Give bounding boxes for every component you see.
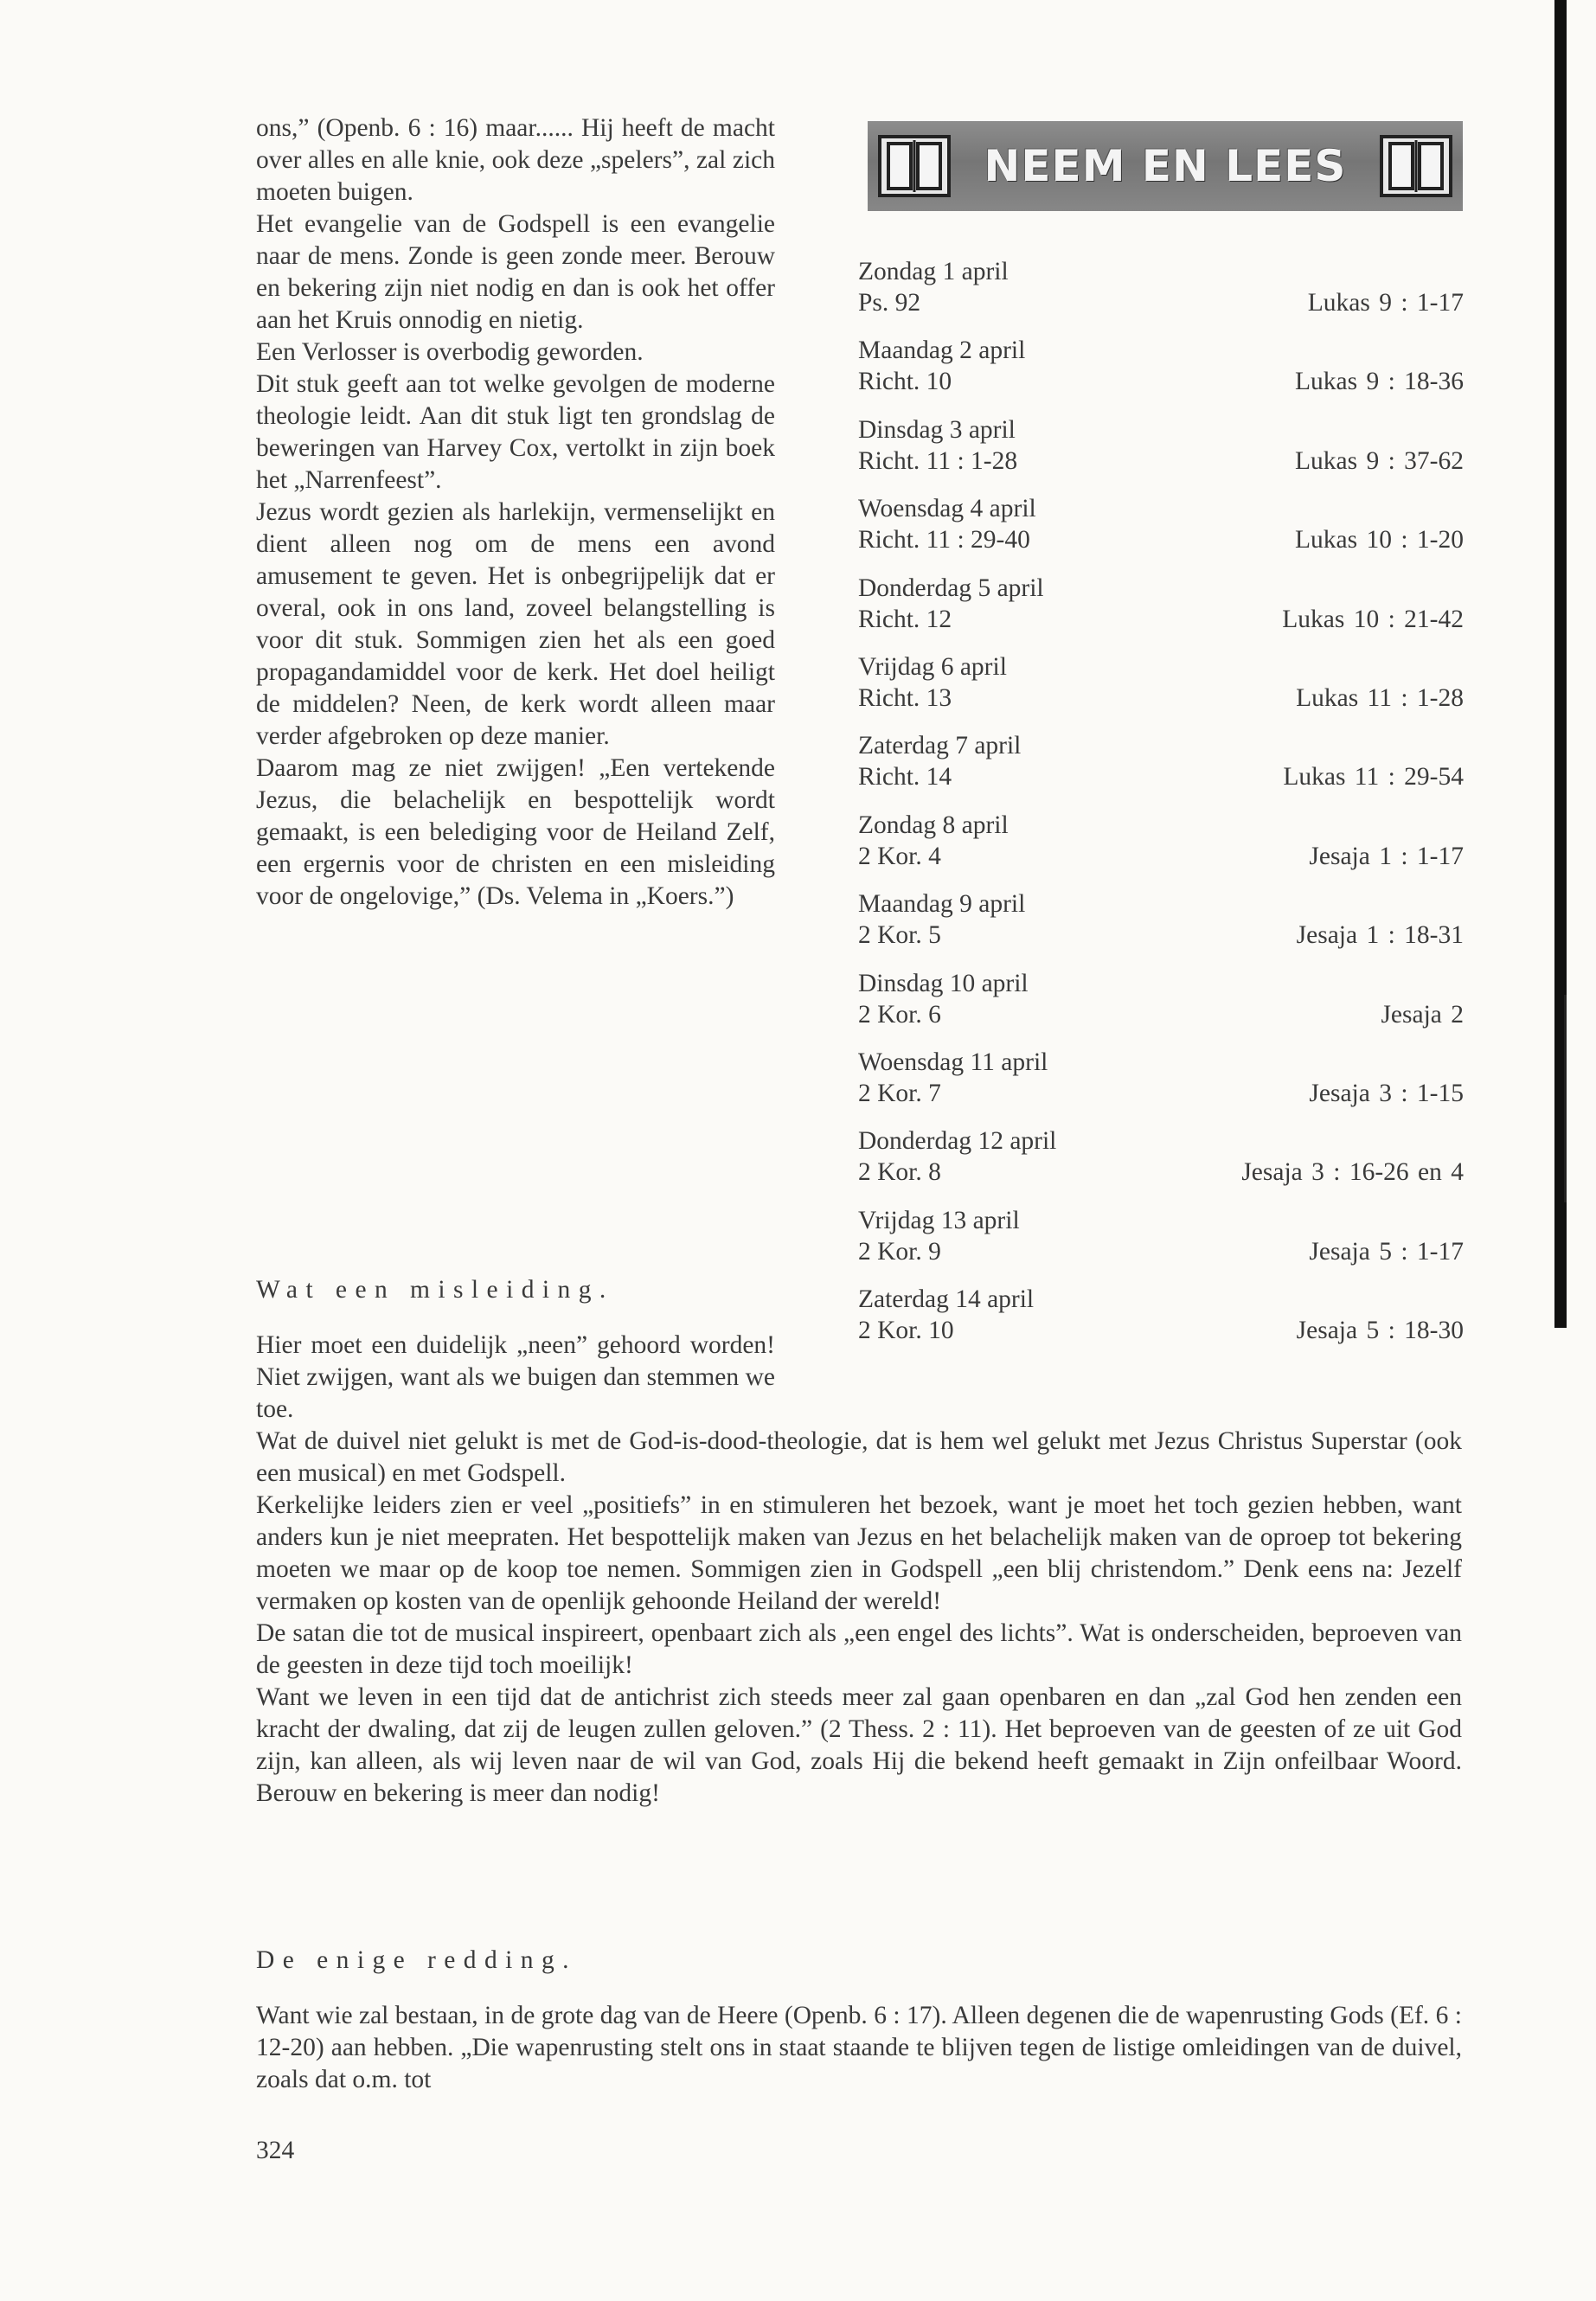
reading-day: Zaterdag 7 april <box>858 732 1022 760</box>
list-item <box>858 888 1464 967</box>
reading-nt: Lukas 11 : 1-28 <box>1296 683 1464 712</box>
paragraph: Want we leven in een tijd dat de antichrist zich steeds meer zal gaan openbaren en dan „zal God hen zenden een kracht der dwaling, dat zij de leugen zullen geloven.” (2 Thess. 2 : 11). Het beproeven van de geesten of ze uit God zijn, kan alleen, als wij leven naar de wil van God, zoals Hij die bekend heeft gemaakt in Zijn onfeilbaar Woord. Berouw en bekering is meer dan nodig! <box>256 1683 1462 1807</box>
reading-day: Donderdag 5 april <box>858 574 1044 602</box>
reading-ot: 2 Kor. 7 <box>858 1079 941 1107</box>
list-item <box>858 810 1464 888</box>
list-item <box>858 1125 1464 1204</box>
list-item <box>858 1047 1464 1125</box>
banner-title: NEEM EN LEES <box>984 141 1347 191</box>
reading-nt: Lukas 9 : 1-17 <box>1307 289 1464 317</box>
reading-nt: Jesaja 1 : 1-17 <box>1309 842 1464 870</box>
reading-day: Maandag 2 april <box>858 336 1026 365</box>
reading-nt: Lukas 10 : 1-20 <box>1295 526 1464 554</box>
reading-nt: Lukas 11 : 29-54 <box>1283 763 1464 792</box>
reading-day: Maandag 9 april <box>858 890 1026 919</box>
list-item <box>858 1284 1464 1362</box>
reading-ot: Richt. 11 : 29-40 <box>858 526 1030 554</box>
paragraph: Daarom mag ze niet zwijgen! „Een vertekende Jezus, die belachelijk en bespottelijk wordt gemaakt, is een belediging voor de Heiland Zelf, een ergernis voor de christen en een misleiding voor de ongelovige,” (Ds. Velema in „Koers.”) <box>256 754 775 910</box>
reading-nt: Lukas 10 : 21-42 <box>1282 605 1464 633</box>
list-item <box>858 1205 1464 1284</box>
page-number: 324 <box>256 2137 295 2164</box>
reading-ot: Richt. 11 : 1-28 <box>858 446 1018 475</box>
reading-nt: Jesaja 3 : 16-26 en 4 <box>1241 1158 1464 1187</box>
reading-nt: Jesaja 1 : 18-31 <box>1296 921 1464 950</box>
list-item <box>858 414 1464 493</box>
list-item <box>858 335 1464 413</box>
reading-ot: Richt. 14 <box>858 763 952 792</box>
paragraph: Hier moet een duidelijk „neen” gehoord worden! Niet zwijgen, want als we buigen dan stemmen we toe. <box>256 1331 775 1423</box>
list-item <box>858 573 1464 651</box>
full-width-text <box>256 1426 1462 1810</box>
paragraph: Jezus wordt gezien als harlekijn, vermenselijkt en dient alleen nog om de mens een avond amusement te geven. Het is onbegrijpelijk dat er overal, ook in ons land, zoveel belangstelling is voor dit stuk. Sommigen zien het als een goed propagandamiddel voor de kerk. Het doel heiligt de middelen? Neen, de kerk wordt alleen maar verder afgebroken op deze manier. <box>256 498 775 750</box>
list-item <box>858 968 1464 1047</box>
reading-day: Zaterdag 14 april <box>858 1285 1035 1314</box>
reading-day: Donderdag 12 april <box>858 1127 1057 1156</box>
page-edge-line <box>1564 995 1567 1202</box>
reading-day: Zondag 1 april <box>858 258 1009 285</box>
reading-day: Zondag 8 april <box>858 811 1009 839</box>
open-book-icon <box>878 135 951 197</box>
reading-day: Vrijdag 6 april <box>858 652 1007 681</box>
paragraph: Wat de duivel niet gelukt is met de God-is-dood-theologie, dat is hem wel gelukt met Jezus Christus Superstar (ook een musical) en met Godspell. <box>256 1427 1462 1487</box>
paragraph: De satan die tot de musical inspireert, openbaart zich als „een engel des lichts”. Wat is onderscheiden, beproeven van de geesten in deze tijd toch moeilijk! <box>256 1619 1462 1679</box>
list-item <box>858 493 1464 572</box>
reading-day: Woensdag 11 april <box>858 1048 1048 1076</box>
reading-ot: 2 Kor. 9 <box>858 1237 941 1266</box>
reading-day: Dinsdag 3 april <box>858 415 1016 444</box>
section-heading-misleiding: Wat een misleiding. <box>256 1276 614 1304</box>
paragraph: Kerkelijke leiders zien er veel „positiefs” in en stimuleren het bezoek, want je moet het toch gezien hebben, want anders kun je niet meepraten. Het bespottelijk maken van Jezus en het belachelijk maken van de oproep tot bekering moeten we maar op de koop toe nemen. Sommigen zien in Godspell „een blij christendom.” Denk eens na: Jezelf vermaken op kosten van de openlijk gehoonde Heiland der wereld! <box>256 1491 1462 1615</box>
reading-ot: 2 Kor. 8 <box>858 1158 941 1187</box>
reading-ot: 2 Kor. 4 <box>858 842 941 870</box>
neem-en-lees-banner <box>868 121 1463 211</box>
reading-nt: Jesaja 3 : 1-15 <box>1309 1079 1464 1107</box>
reading-nt: Jesaja 2 <box>1381 1000 1464 1029</box>
list-item <box>858 651 1464 730</box>
reading-schedule <box>858 256 1464 1362</box>
reading-day: Dinsdag 10 april <box>858 969 1029 997</box>
left-column <box>256 112 775 913</box>
reading-ot: Richt. 10 <box>858 368 952 396</box>
reading-nt: Jesaja 5 : 18-30 <box>1296 1317 1464 1345</box>
list-item <box>858 256 1464 335</box>
reading-ot: 2 Kor. 6 <box>858 1000 941 1029</box>
paragraph: Dit stuk geeft aan tot welke gevolgen de moderne theologie leidt. Aan dit stuk ligt ten grondslag de beweringen van Harvey Cox, vertolkt in zijn boek het „Narrenfeest”. <box>256 370 775 494</box>
paragraph: ons,” (Openb. 6 : 16) maar...... Hij heeft de macht over alles en alle knie, ook deze „spelers”, zal zich moeten buigen. <box>256 114 775 206</box>
reading-ot: 2 Kor. 5 <box>858 921 941 950</box>
list-item <box>858 730 1464 809</box>
reading-ot: Richt. 12 <box>858 605 952 633</box>
open-book-icon <box>1380 135 1452 197</box>
reading-ot: Richt. 13 <box>858 683 952 712</box>
reading-nt: Lukas 9 : 37-62 <box>1295 446 1464 475</box>
reading-day: Woensdag 4 april <box>858 495 1036 523</box>
paragraph: Een Verlosser is overbodig geworden. <box>256 338 644 366</box>
reading-ot: 2 Kor. 10 <box>858 1317 954 1345</box>
section-heading-redding: De enige redding. <box>256 1946 577 1974</box>
reading-ot: Ps. 92 <box>858 289 921 317</box>
reading-nt: Lukas 9 : 18-36 <box>1295 368 1464 396</box>
reading-nt: Jesaja 5 : 1-17 <box>1309 1237 1464 1266</box>
paragraph: Het evangelie van de Godspell is een evangelie naar de mens. Zonde is geen zonde meer. Berouw en bekering zijn niet nodig en dan is ook het offer aan het Kruis onnodig en nietig. <box>256 210 775 334</box>
paragraph: Want wie zal bestaan, in de grote dag van de Heere (Openb. 6 : 17). Alleen degenen die de wapenrusting Gods (Ef. 6 : 12-20) aan hebben. „Die wapenrusting stelt ons in staat staande te blijven tegen de listige omleidingen van de duivel, zoals dat o.m. tot <box>256 2002 1462 2093</box>
reading-day: Vrijdag 13 april <box>858 1206 1020 1234</box>
